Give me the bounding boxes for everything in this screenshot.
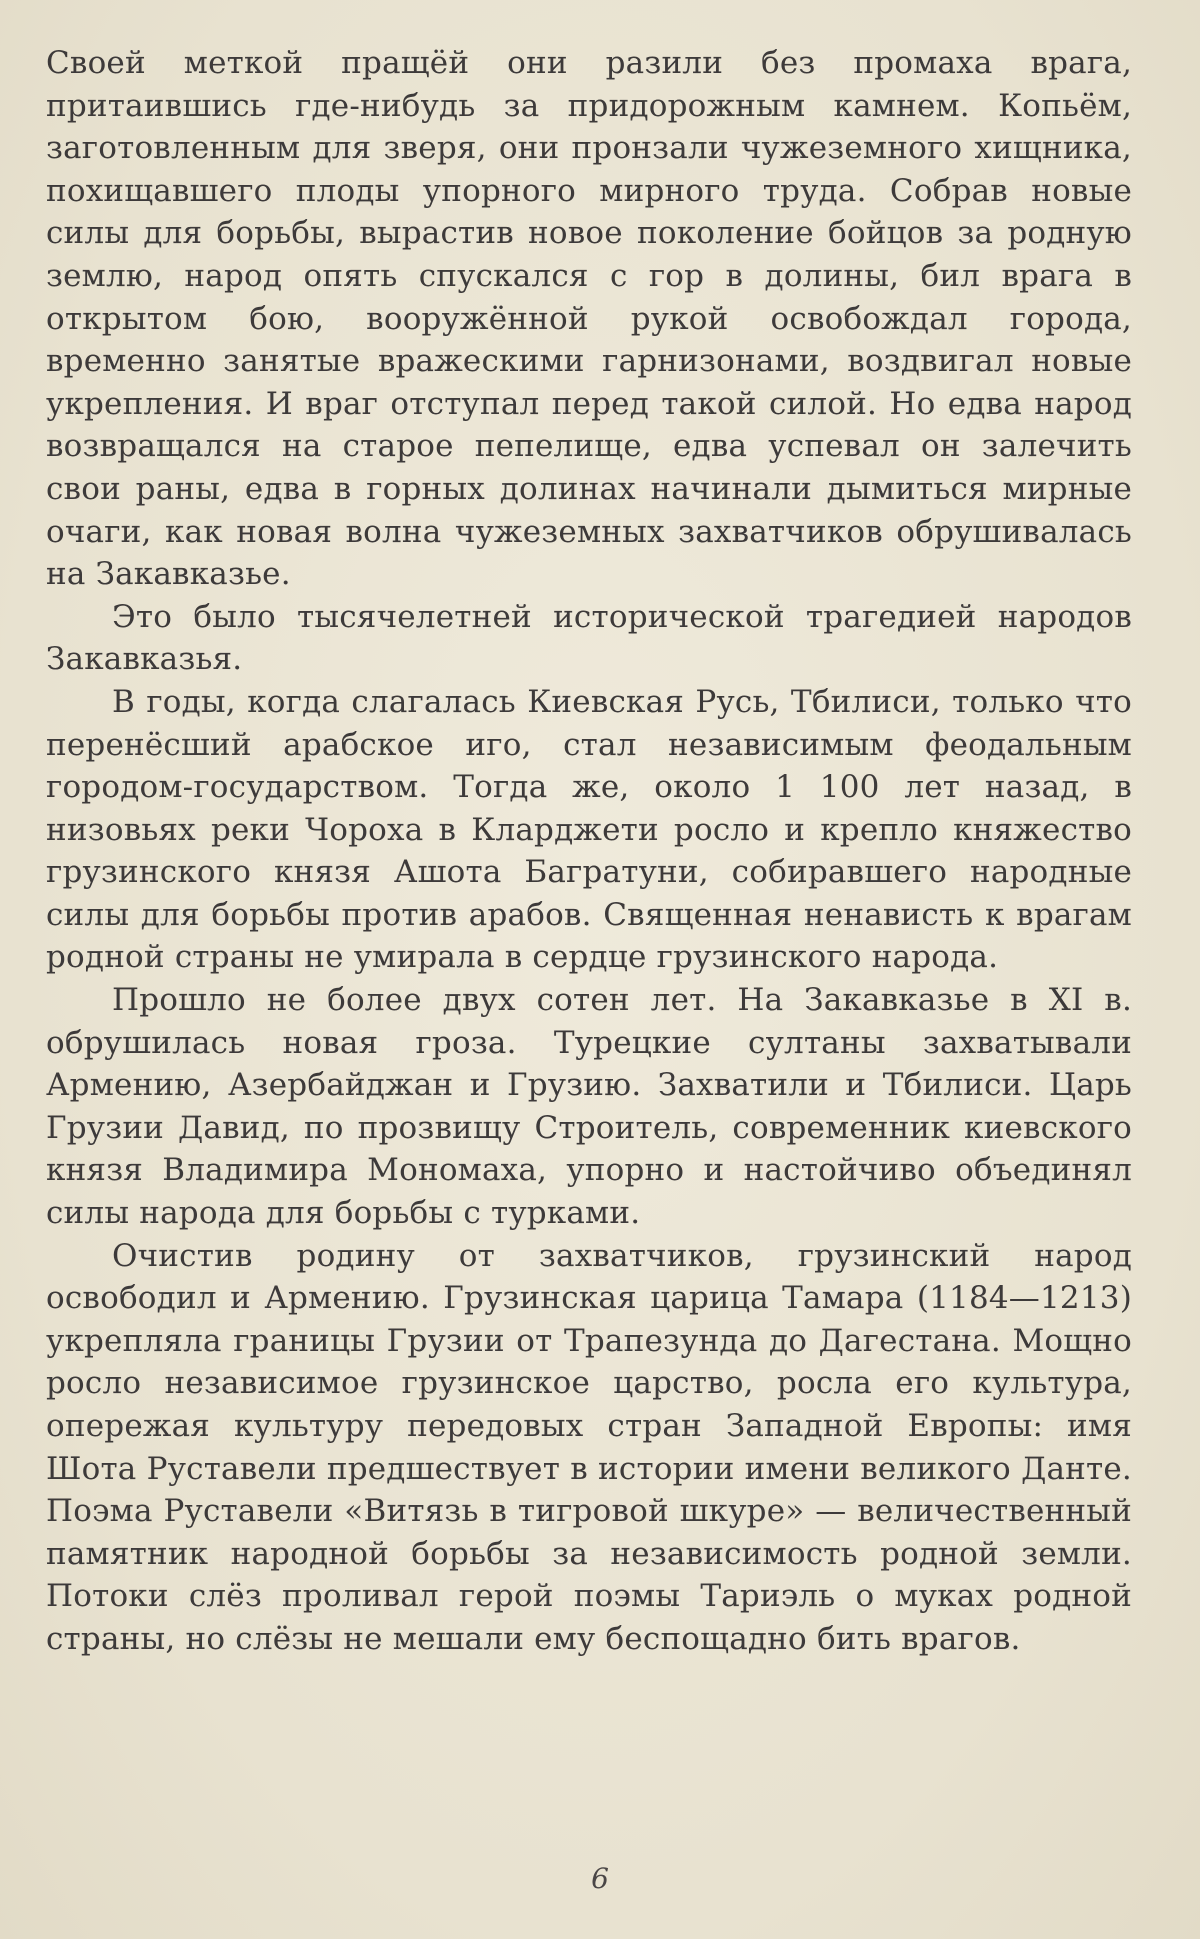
body-text [46, 42, 1132, 1661]
paragraph-3: В годы, когда слагалась Киевская Русь, Тбилиси, только что перенёсший арабское иго, стал независимым феодальным городом-государством. Тогда же, около 1 100 лет назад, в низовьях реки Чороха в Кларджети росло и крепло княжество грузинского князя Ашота Багратуни, собиравшего народные силы для борьбы против арабов. Священная ненависть к врагам родной страны не умирала в сердце грузинского народа. [46, 683, 1132, 976]
paragraph-5: Очистив родину от захватчиков, грузинский народ освободил и Армению. Грузинская царица Тамара (1184—1213) укрепляла границы Грузии от Трапезунда до Дагестана. Мощно росло независимое грузинское царство, росла его культура, опережая культуру передовых стран Западной Европы: имя Шота Руставели предшествует в истории имени великого Данте. Поэма Руставели «Витязь в тигровой шкуре» — величественный памятник народной борьбы за независимость родной земли. Потоки слёз проливал герой поэмы Тариэль о муках родной страны, но слёзы не мешали ему беспощадно бить врагов. [46, 1237, 1132, 1657]
paragraph-1: Своей меткой пращёй они разили без промаха врага, притаившись где-нибудь за придорожным камнем. Копьём, заготовленным для зверя, они пронзали чужеземного хищника, похищавшего плоды упорного мирного труда. Собрав новые силы для борьбы, вырастив новое поколение бойцов за родную землю, народ опять спускался с гор в долины, бил врага в открытом бою, вооружённой рукой освобождал города, временно занятые вражескими гарнизонами, воздвигал новые укрепления. И враг отступал перед такой силой. Но едва народ возвращался на старое пепелище, едва успевал он залечить свои раны, едва в горных долинах начинали дымиться мирные очаги, как новая волна чужеземных захватчиков обрушивалась на Закавказье. [46, 45, 1132, 593]
paragraph-4: Прошло не более двух сотен лет. На Закавказье в XI в. обрушилась новая гроза. Турецкие султаны захватывали Армению, Азербайджан и Грузию. Захватили и Тбилиси. Царь Грузии Давид, по прозвищу Строитель, современник киевского князя Владимира Мономаха, упорно и настойчиво объединял силы народа для борьбы с турками. [46, 982, 1132, 1232]
paragraph-2: Это было тысячелетней исторической трагедией народов Закавказья. [46, 598, 1132, 678]
page-number: 6 [591, 1862, 609, 1895]
